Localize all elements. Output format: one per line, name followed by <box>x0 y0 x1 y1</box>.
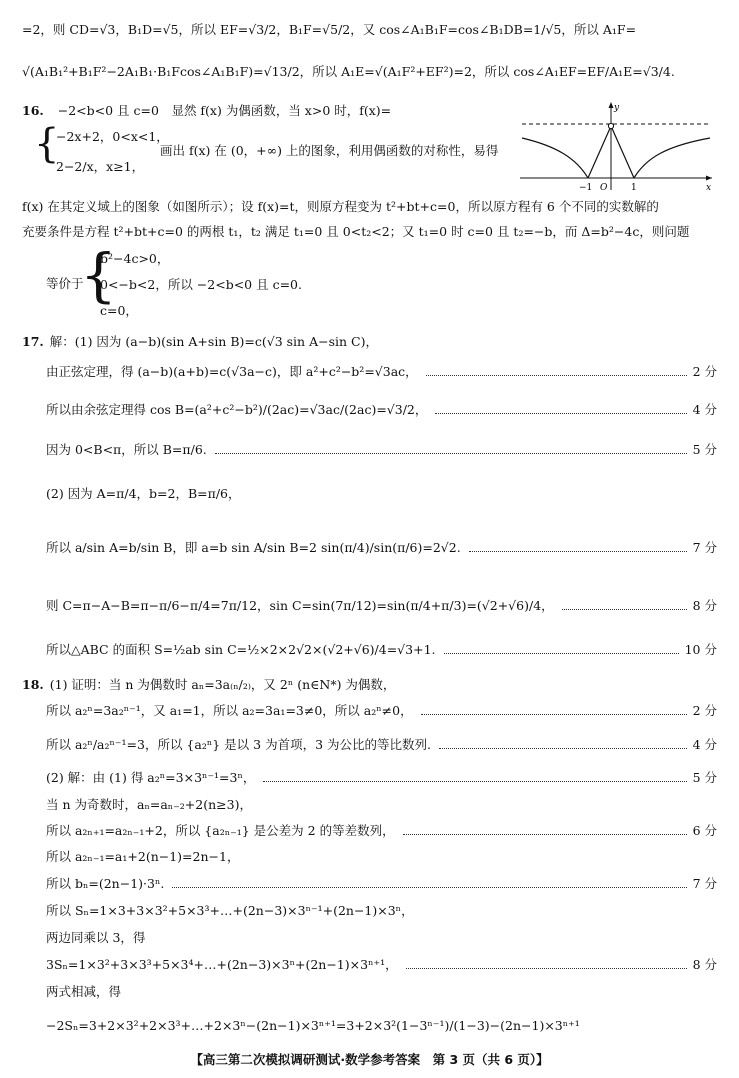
score: 8 分 <box>692 957 717 972</box>
left-curve <box>522 138 588 178</box>
text-line: 由正弦定理，得 (a−b)(a+b)=c(√3a−c)，即 a²+c²−b²=√3ac， 2 分 <box>46 364 717 379</box>
q16-head: 16. −2<b<0 且 c=0 显然 f(x) 为偶函数，当 x>0 时，f(x)= <box>22 103 392 118</box>
origin-label: O <box>600 183 608 192</box>
question-number: 16. <box>22 103 44 118</box>
score: 7 分 <box>692 876 717 891</box>
y-axis-arrow-icon <box>609 102 614 108</box>
score: 2 分 <box>692 703 717 718</box>
function-graph <box>516 100 716 192</box>
q17-head: 17. 解：(1) 因为 (a−b)(sin A+sin B)=c(√3 sin A−sin C)， <box>22 334 378 349</box>
score: 2 分 <box>692 364 717 379</box>
score: 7 分 <box>692 540 717 555</box>
text-line: (2) 解：由 (1) 得 a₂ⁿ=3×3ⁿ⁻¹=3ⁿ， 5 分 <box>46 770 717 785</box>
y-axis-label: y <box>614 103 620 113</box>
system-line: 0<−b<2，所以 −2<b<0 且 c=0. <box>100 277 302 292</box>
page-footer: 【高三第二次模拟调研测试·数学参考答案 第 3 页（共 6 页）】 <box>190 1052 549 1067</box>
text-line: √(A₁B₁²+B₁F²−2A₁B₁·B₁Fcos∠A₁B₁F)=√13/2，所以 A₁E=√(A₁F²+EF²)=2，所以 cos∠A₁EF=EF/A₁E=√3/4. <box>22 64 675 79</box>
score: 10 分 <box>684 642 717 657</box>
x-axis-arrow-icon <box>706 176 712 181</box>
text-line: (2) 因为 A=π/4，b=2，B=π/6， <box>46 486 241 501</box>
tick-label: 1 <box>631 183 637 192</box>
text-line: 所以 a/sin A=b/sin B，即 a=b sin A/sin B=2 sin(π/4)/sin(π/6)=2√2. 7 分 <box>46 540 717 555</box>
score: 5 分 <box>692 442 717 457</box>
text-line: −2Sₙ=3+2×3²+2×3³+…+2×3ⁿ−(2n−1)×3ⁿ⁺¹=3+2×3²(1−3ⁿ⁻¹)/(1−3)−(2n−1)×3ⁿ⁺¹ <box>46 1018 580 1033</box>
x-axis-label: x <box>706 183 712 192</box>
text-line: 所以 Sₙ=1×3+3×3²+5×3³+…+(2n−3)×3ⁿ⁻¹+(2n−1)×3ⁿ， <box>46 903 414 918</box>
text-line: 所以 a₂ⁿ=3a₂ⁿ⁻¹，又 a₁=1，所以 a₂=3a₁=3≠0，所以 a₂ⁿ≠0， 2 分 <box>46 703 717 718</box>
text-line: 3Sₙ=1×3²+3×3³+5×3⁴+…+(2n−3)×3ⁿ+(2n−1)×3ⁿ⁺¹， 8 分 <box>46 957 717 972</box>
score: 5 分 <box>692 770 717 785</box>
text-line: f(x) 在其定义域上的图象（如图所示）；设 f(x)=t，则原方程变为 t²+bt+c=0，所以原方程有 6 个不同的实数解的 <box>22 199 659 214</box>
q18-head: 18. (1) 证明：当 n 为偶数时 aₙ=3a₍ₙ/₂₎，又 2ⁿ (n∈N*) 为偶数， <box>22 677 396 692</box>
score: 4 分 <box>692 402 717 417</box>
score: 8 分 <box>692 598 717 613</box>
text-line: 两边同乘以 3，得 <box>46 930 146 945</box>
open-point-icon <box>608 123 613 128</box>
right-curve <box>634 138 710 178</box>
text-line: 当 n 为奇数时，aₙ=aₙ₋₂+2(n≥3)， <box>46 797 252 812</box>
left-segment <box>588 126 611 178</box>
text-line: 则 C=π−A−B=π−π/6−π/4=7π/12，sin C=sin(7π/12)=sin(π/4+π/3)=(√2+√6)/4， 8 分 <box>46 598 717 613</box>
tick-label: −1 <box>579 183 593 192</box>
system-line: b²−4c>0， <box>100 251 170 266</box>
piecewise-case: −2x+2，0<x<1， <box>56 129 169 144</box>
system-line: c=0， <box>100 303 138 318</box>
text-line: 所以△ABC 的面积 S=½ab sin C=½×2×2√2×(√2+√6)/4=√3+1. 10 分 <box>46 642 717 657</box>
left-brace: { <box>80 241 117 309</box>
text-line: 等价于 <box>46 276 84 291</box>
question-number: 18. <box>22 677 44 692</box>
score: 6 分 <box>692 823 717 838</box>
piecewise-case: 2−2/x，x≥1， <box>56 159 145 174</box>
score: 4 分 <box>692 737 717 752</box>
text-line: 两式相减，得 <box>46 984 122 999</box>
text-line: =2，则 CD=√3，B₁D=√5，所以 EF=√3/2，B₁F=√5/2，又 cos∠A₁B₁F=cos∠B₁DB=1/√5，所以 A₁F= <box>22 22 637 37</box>
text-line: 所以 bₙ=(2n−1)·3ⁿ. 7 分 <box>46 876 717 891</box>
text-line: 所以由余弦定理得 cos B=(a²+c²−b²)/(2ac)=√3ac/(2ac)=√3/2， 4 分 <box>46 402 717 417</box>
text-line: 画出 f(x) 在 (0，+∞) 上的图象，利用偶函数的对称性，易得 <box>160 143 499 158</box>
text-line: 所以 a₂ₙ₋₁=a₁+2(n−1)=2n−1， <box>46 849 240 864</box>
left-brace: { <box>34 121 60 167</box>
text-line: 所以 a₂ₙ₊₁=a₂ₙ₋₁+2，所以 {a₂ₙ₋₁} 是公差为 2 的等差数列， 6 分 <box>46 823 717 838</box>
text-line: 因为 0<B<π，所以 B=π/6. 5 分 <box>46 442 717 457</box>
text-line: 充要条件是方程 t²+bt+c=0 的两根 t₁，t₂ 满足 t₁=0 且 0<t₂<2；又 t₁=0 时 c=0 且 t₂=−b，而 Δ=b²−4c，则问题 <box>22 224 690 239</box>
right-segment <box>611 126 634 178</box>
text-line: 所以 a₂ⁿ/a₂ⁿ⁻¹=3，所以 {a₂ⁿ} 是以 3 为首项，3 为公比的等比数列. 4 分 <box>46 737 717 752</box>
question-number: 17. <box>22 334 44 349</box>
